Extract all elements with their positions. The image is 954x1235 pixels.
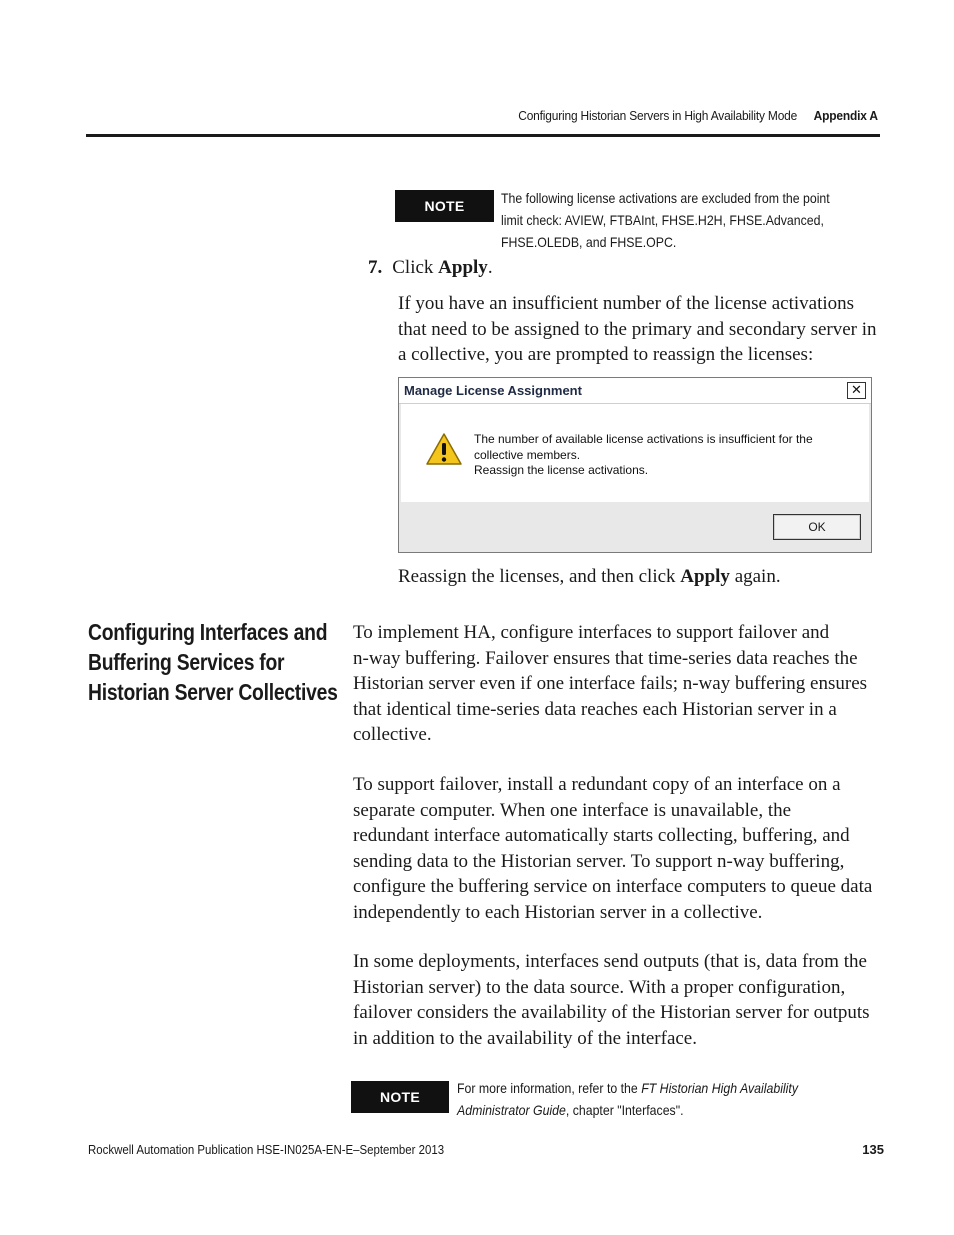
running-header [518, 108, 878, 123]
text-line: Historian server even if one interface fails; n-way buffering ensures [353, 673, 868, 694]
text-line: that identical time-series data reaches each Historian server in a [353, 698, 837, 720]
para-insufficient [398, 291, 877, 368]
heading-line: Buffering Services for [88, 649, 285, 675]
note-label: NOTE [351, 1081, 449, 1113]
guide-title: FT Historian High Availability [641, 1080, 798, 1096]
step-suffix: . [487, 257, 493, 278]
text-line: If you have an insufficient number of the license activations [398, 293, 855, 314]
dialog-body [401, 404, 869, 502]
note-line [457, 1077, 798, 1099]
footer-publication: Rockwell Automation Publication HSE-IN025A-EN-E–September 2013 [88, 1142, 445, 1157]
step-7 [368, 257, 493, 279]
text-line: configure the buffering service on interface computers to queue data [353, 876, 873, 897]
text-line: n-way buffering. Failover ensures that time-series data reaches the [353, 647, 858, 669]
text-line: that need to be assigned to the primary and secondary server in [398, 318, 877, 340]
message-line: Reassign the license activations. [474, 463, 649, 477]
header-rule [86, 134, 880, 137]
ok-button[interactable]: OK [773, 514, 861, 540]
dialog-message [474, 432, 813, 479]
text-line: Historian server) to the data source. With a proper configuration, [353, 976, 846, 998]
note-line: limit check: AVIEW, FTBAInt, FHSE.H2H, FHSE.Advanced, [501, 212, 824, 228]
text-line: To implement HA, configure interfaces to support failover and [353, 622, 830, 643]
section-para-3 [353, 949, 870, 1051]
para-reassign [398, 564, 781, 590]
close-icon[interactable]: ✕ [847, 382, 866, 399]
note-text [501, 187, 830, 253]
text-line: To support failover, install a redundant copy of an interface on a [353, 774, 841, 795]
dialog-titlebar [399, 378, 871, 404]
text-segment: again. [729, 566, 781, 587]
note-text [457, 1077, 798, 1121]
text-line: independently to each Historian server in a collective. [353, 901, 763, 923]
text-line: in addition to the availability of the interface. [353, 1027, 697, 1049]
appendix-label: Appendix A [813, 108, 878, 123]
message-line: The number of available license activations is insufficient for the [474, 432, 813, 446]
dialog-title: Manage License Assignment [404, 383, 582, 398]
guide-title: Administrator Guide [457, 1102, 566, 1118]
section-para-2 [353, 772, 872, 925]
note-label: NOTE [395, 190, 494, 222]
manage-license-dialog [398, 377, 872, 553]
text-line: In some deployments, interfaces send outputs (that is, data from the [353, 951, 867, 972]
text-line: collective. [353, 724, 432, 745]
note-line: The following license activations are excluded from the point [501, 190, 830, 206]
text-segment: For more information, refer to the [457, 1080, 642, 1096]
note-line: FHSE.OLEDB, and FHSE.OPC. [501, 234, 677, 250]
chapter-title: Configuring Historian Servers in High Availability Mode [518, 108, 798, 123]
text-line: failover considers the availability of the Historian server for outputs [353, 1002, 870, 1023]
text-line: separate computer. When one interface is unavailable, the [353, 799, 792, 821]
text-line: a collective, you are prompted to reassign the licenses: [398, 344, 814, 365]
text-segment: Reassign the licenses, and then click [398, 566, 681, 587]
step-bold-apply: Apply [438, 257, 488, 278]
page-number: 135 [862, 1142, 884, 1157]
message-line: collective members. [474, 447, 581, 462]
step-text: Click [392, 257, 439, 278]
text-line: redundant interface automatically starts collecting, buffering, and [353, 825, 850, 846]
text-line: sending data to the Historian server. To support n-way buffering, [353, 850, 845, 872]
bold-apply: Apply [680, 566, 730, 587]
section-para-1 [353, 620, 867, 748]
note-line [457, 1099, 798, 1121]
heading-line: Configuring Interfaces and [88, 619, 328, 645]
section-heading [88, 617, 357, 707]
warning-icon [425, 432, 463, 466]
text-segment: , chapter "Interfaces". [565, 1102, 684, 1118]
heading-line: Historian Server Collectives [88, 679, 338, 705]
step-number: 7. [368, 257, 383, 278]
